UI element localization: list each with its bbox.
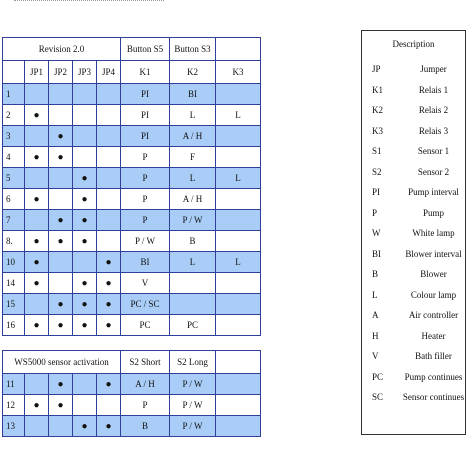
table-row [3,126,261,147]
legend-code: K2 [372,105,383,116]
jp1-cell [25,252,49,273]
legend-label: Pump [422,207,444,218]
legend-label: Relais 3 [418,125,449,136]
col-header-k2: K2 [170,61,216,84]
legend-title: Description [392,39,435,49]
legend-item [362,244,465,265]
k1-cell: P [121,168,170,189]
legend-item [362,367,465,388]
jp2-cell [49,105,73,126]
col-header-jp4: JP4 [97,61,121,84]
jumper-set-dot: ● [57,214,64,226]
jp1-cell [25,416,49,437]
k3-cell: L [216,105,261,126]
k1-cell: P [121,189,170,210]
row-number: 11 [3,374,25,395]
button-s5-header: Button S5 [121,38,170,61]
jp4-cell [97,294,121,315]
table-row [3,84,261,105]
row-number: 4 [3,147,25,168]
legend-item [362,100,465,121]
jp4-cell [97,374,121,395]
jumper-set-dot: ● [33,235,40,247]
jp1-cell [25,395,49,416]
s2-short-cell: B [121,416,170,437]
table-row [3,395,261,416]
jp1-cell [25,189,49,210]
jumper-configuration-table [2,37,261,336]
row-number: 6 [3,189,25,210]
legend-label: Sensor 1 [417,146,450,157]
cropped-caption-edge [14,0,164,5]
legend-code: SC [372,392,384,403]
legend-item [362,305,465,326]
legend-label: Relais 1 [418,84,449,95]
legend-code: S1 [372,146,382,157]
jp4-cell [97,416,121,437]
empty-header-cell [216,38,261,61]
jp2-cell [49,395,73,416]
legend-code: B [372,269,379,280]
k1-cell: PC / SC [121,294,170,315]
legend-code: S2 [372,166,382,177]
k2-cell [170,294,216,315]
legend-label: Air controller [408,310,459,321]
row-number: 15 [3,294,25,315]
jp3-cell [73,231,97,252]
s2-short-header: S2 Short [121,351,170,374]
jp2-cell [49,374,73,395]
jp2-cell [49,210,73,231]
jumper-set-dot: ● [57,378,64,390]
legend-label: Sensor continues [402,392,465,403]
row-number: 8. [3,231,25,252]
legend-code: JP [372,64,381,75]
legend-item [362,223,465,244]
jp1-cell [25,210,49,231]
jumper-set-dot: ● [57,130,64,142]
jp1-cell [25,273,49,294]
table-row [3,189,261,210]
k2-cell [170,273,216,294]
table-row [3,252,261,273]
table-row [3,231,261,252]
jumper-set-dot: ● [57,298,64,310]
empty-cell [216,374,261,395]
row-number: 1 [3,84,25,105]
jp1-cell [25,374,49,395]
legend-label: White lamp [412,228,455,239]
legend-label: Pump continues [404,371,463,382]
row-number: 2 [3,105,25,126]
s2-short-cell: P [121,395,170,416]
k2-cell: A / H [170,126,216,147]
legend-label: Blower interval [405,248,462,259]
table-row [3,210,261,231]
empty-cell [216,395,261,416]
legend-item [362,59,465,80]
s2-long-header: S2 Long [170,351,216,374]
legend-label: Relais 2 [418,105,449,116]
jp1-cell [25,315,49,336]
jp1-cell [25,126,49,147]
jp3-cell [73,416,97,437]
jumper-set-dot: ● [81,214,88,226]
jumper-set-dot: ● [57,399,64,411]
jp3-cell [73,210,97,231]
legend-label: Blower [420,269,447,280]
row-number: 12 [3,395,25,416]
legend-item [362,121,465,142]
table-row [3,315,261,336]
legend-item [362,182,465,203]
s2-long-cell: P / W [170,395,216,416]
jp3-cell [73,252,97,273]
k2-cell: L [170,105,216,126]
k1-cell: PI [121,126,170,147]
jumper-set-dot: ● [105,298,112,310]
legend-label: Bath filler [415,351,452,362]
row-number: 14 [3,273,25,294]
legend-code: BI [372,248,381,259]
table-row [3,105,261,126]
legend-label: Jumper [420,64,447,75]
jp4-cell [97,252,121,273]
table-row [3,273,261,294]
legend-code: V [372,351,379,362]
s2-long-cell: P / W [170,374,216,395]
jp2-cell [49,294,73,315]
jumper-set-dot: ● [33,193,40,205]
jp4-cell [97,105,121,126]
legend-code: K3 [372,125,383,136]
table-row [3,416,261,437]
k3-cell: L [216,252,261,273]
jumper-set-dot: ● [33,399,40,411]
legend-list [362,59,465,408]
jumper-set-dot: ● [33,319,40,331]
k3-cell: L [216,168,261,189]
table-row [3,294,261,315]
jumper-set-dot: ● [81,319,88,331]
legend-code: A [372,310,379,321]
k1-cell: P / W [121,231,170,252]
table-row [3,374,261,395]
legend-item [362,264,465,285]
jp1-cell [25,294,49,315]
legend-item [362,387,465,408]
jumper-set-dot: ● [57,235,64,247]
jp4-cell [97,84,121,105]
row-number: 3 [3,126,25,147]
jp2-cell [49,252,73,273]
jp4-cell [97,210,121,231]
jumper-set-dot: ● [33,256,40,268]
table-row [3,147,261,168]
jp1-cell [25,147,49,168]
k2-cell: P / W [170,210,216,231]
k1-cell: PI [121,84,170,105]
jp3-cell [73,84,97,105]
k3-cell [216,126,261,147]
jp1-cell [25,105,49,126]
jumper-set-dot: ● [33,109,40,121]
sensor-activation-table [2,350,261,437]
col-header-jp2: JP2 [49,61,73,84]
row-number-header [3,61,25,84]
jumper-set-dot: ● [81,298,88,310]
jp2-cell [49,315,73,336]
legend-code: W [372,228,381,239]
jp1-cell [25,231,49,252]
k3-cell [216,147,261,168]
jp4-cell [97,168,121,189]
legend-label: Colour lamp [410,289,457,300]
k2-cell: B [170,231,216,252]
jp2-cell [49,168,73,189]
jp3-cell [73,189,97,210]
legend-item [362,162,465,183]
k3-cell [216,231,261,252]
button-s3-header: Button S3 [170,38,216,61]
legend-item [362,346,465,367]
k2-cell: F [170,147,216,168]
legend-code: H [372,330,379,341]
row-number: 16 [3,315,25,336]
k3-cell [216,294,261,315]
jp1-cell [25,84,49,105]
table-row [3,168,261,189]
jumper-set-dot: ● [33,151,40,163]
k2-cell: BI [170,84,216,105]
jp2-cell [49,189,73,210]
jp3-cell [73,168,97,189]
jumper-set-dot: ● [81,420,88,432]
k1-cell: PC [121,315,170,336]
legend-label: Sensor 2 [417,166,450,177]
jumper-set-dot: ● [81,172,88,184]
jp3-cell [73,315,97,336]
k2-cell: L [170,252,216,273]
jp4-cell [97,231,121,252]
k1-cell: PI [121,105,170,126]
jp1-cell [25,168,49,189]
jumper-set-dot: ● [57,151,64,163]
jumper-set-dot: ● [57,319,64,331]
col-header-k1: K1 [121,61,170,84]
jumper-set-dot: ● [105,420,112,432]
jp3-cell [73,273,97,294]
row-number: 13 [3,416,25,437]
jp2-cell [49,84,73,105]
legend-label: Heater [421,330,446,341]
jumper-set-dot: ● [105,277,112,289]
legend-label: Pump interval [408,187,459,198]
k1-cell: V [121,273,170,294]
jumper-set-dot: ● [105,256,112,268]
legend-code: P [372,207,378,218]
jp2-cell [49,147,73,168]
jp4-cell [97,147,121,168]
legend-code: PI [372,187,381,198]
jumper-set-dot: ● [81,277,88,289]
jp3-cell [73,294,97,315]
legend-item [362,203,465,224]
jp3-cell [73,147,97,168]
jp3-cell [73,395,97,416]
k3-cell [216,189,261,210]
k2-cell: L [170,168,216,189]
description-legend [361,30,466,435]
k1-cell: BI [121,252,170,273]
col-header-jp1: JP1 [25,61,49,84]
jp4-cell [97,189,121,210]
jumper-set-dot: ● [81,193,88,205]
col-header-jp3: JP3 [73,61,97,84]
k2-cell: A / H [170,189,216,210]
jp2-cell [49,231,73,252]
empty-header-cell [216,351,261,374]
legend-item [362,141,465,162]
k3-cell [216,315,261,336]
k1-cell: P [121,147,170,168]
legend-code: K1 [372,84,383,95]
s2-long-cell: P / W [170,416,216,437]
k1-cell: P [121,210,170,231]
k3-cell [216,273,261,294]
jp4-cell [97,315,121,336]
k2-cell: PC [170,315,216,336]
jp2-cell [49,126,73,147]
jp2-cell [49,416,73,437]
jp2-cell [49,273,73,294]
jp4-cell [97,126,121,147]
revision-header: Revision 2.0 [3,38,121,61]
jp4-cell [97,395,121,416]
legend-item [362,326,465,347]
jp3-cell [73,105,97,126]
empty-cell [216,416,261,437]
sensor-activation-title: WS5000 sensor activation [3,351,121,374]
jp3-cell [73,374,97,395]
jp4-cell [97,273,121,294]
legend-code: PC [372,371,384,382]
legend-item [362,285,465,306]
col-header-k3: K3 [216,61,261,84]
jumper-set-dot: ● [81,235,88,247]
row-number: 10 [3,252,25,273]
k3-cell [216,84,261,105]
legend-code: L [372,289,378,300]
jumper-set-dot: ● [105,378,112,390]
legend-item [362,80,465,101]
jp3-cell [73,126,97,147]
k3-cell [216,210,261,231]
row-number: 5 [3,168,25,189]
jumper-set-dot: ● [105,319,112,331]
jumper-set-dot: ● [33,277,40,289]
s2-short-cell: A / H [121,374,170,395]
row-number: 7 [3,210,25,231]
